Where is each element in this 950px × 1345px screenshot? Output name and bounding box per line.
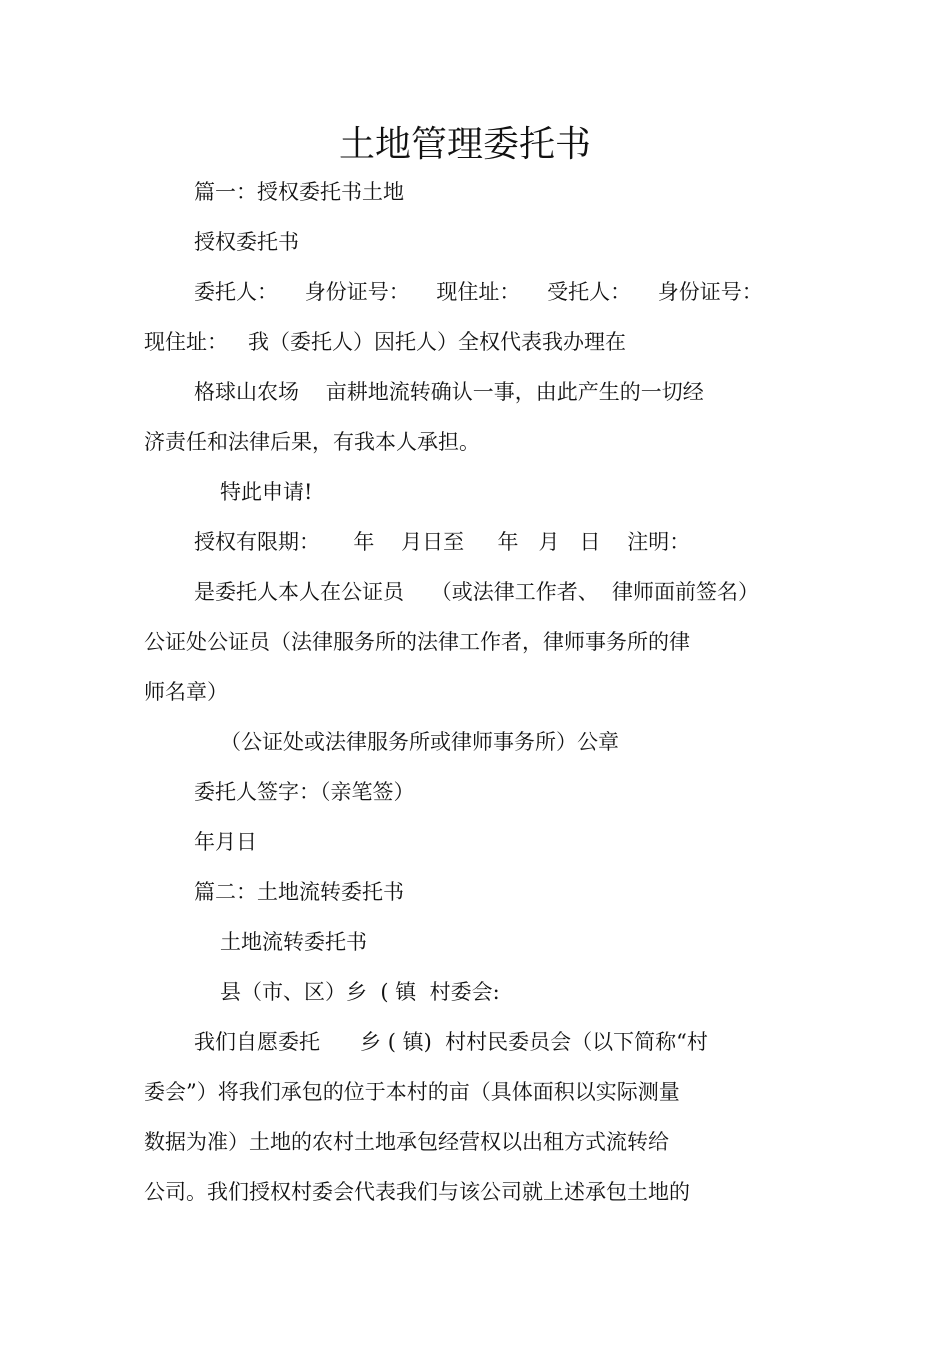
paragraph-line: 现住址： 我（委托人）因托人）全权代表我办理在 [144, 330, 627, 354]
paragraph-line: 是委托人本人在公证员 （或法律工作者、 律师面前签名） [194, 580, 760, 604]
paragraph-line: 师名章） [144, 680, 228, 704]
paragraph-line: 数据为准）土地的农村土地承包经营权以出租方式流转给 [144, 1130, 669, 1154]
section-heading-2: 篇二：土地流转委托书 [194, 880, 404, 904]
subheading-land-transfer: 土地流转委托书 [220, 930, 367, 954]
paragraph-line: 年月日 [194, 830, 257, 854]
paragraph-line: 我们自愿委托 乡 ( 镇) 村村民委员会（以下简称“村 [194, 1030, 708, 1054]
paragraph-line: 委托人： 身份证号： 现住址： 受托人： 身份证号： [194, 280, 763, 304]
section-heading-1: 篇一：授权委托书土地 [194, 180, 404, 204]
paragraph-line: 委托人签字：（亲笔签） [194, 780, 415, 804]
paragraph-line: 委会”）将我们承包的位于本村的亩（具体面积以实际测量 [144, 1080, 680, 1104]
paragraph-line: 县（市、区）乡 ( 镇 村委会: [220, 980, 500, 1004]
paragraph-line: 特此申请! [220, 480, 313, 504]
paragraph-line: 公司。我们授权村委会代表我们与该公司就上述承包土地的 [144, 1180, 690, 1204]
paragraph-line: （公证处或法律服务所或律师事务所）公章 [220, 730, 619, 754]
paragraph-line: 授权有限期： 年 月日至 年 月 日 注明： [194, 530, 691, 554]
paragraph-line: 格球山农场 亩耕地流转确认一事，由此产生的一切经 [194, 380, 704, 404]
document-title: 土地管理委托书 [338, 124, 591, 165]
subheading-authorization: 授权委托书 [194, 230, 299, 254]
paragraph-line: 公证处公证员（法律服务所的法律工作者，律师事务所的律 [144, 630, 690, 654]
paragraph-line: 济责任和法律后果，有我本人承担。 [144, 430, 480, 454]
